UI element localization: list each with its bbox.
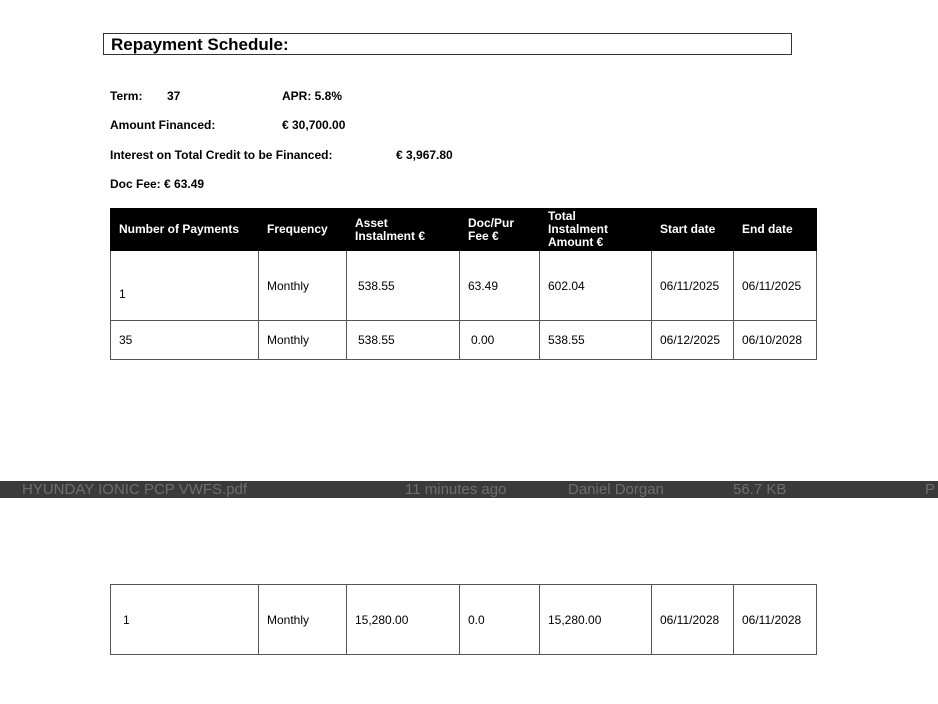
header-docfee bbox=[460, 209, 540, 251]
cell-frequency: Monthly bbox=[259, 251, 347, 321]
header-total-line3: Amount € bbox=[548, 235, 604, 249]
cell-start: 06/12/2025 bbox=[652, 321, 734, 360]
schedule-title-box bbox=[103, 33, 792, 55]
table-row bbox=[111, 585, 817, 655]
cell-docfee: 0.00 bbox=[460, 321, 540, 360]
header-start: Start date bbox=[652, 209, 734, 251]
header-asset-line1: Asset bbox=[355, 215, 388, 230]
apr-text: APR: 5.8% bbox=[282, 89, 343, 103]
amount-financed-value: € 30,700.00 bbox=[282, 118, 346, 132]
cell-start: 06/11/2028 bbox=[652, 585, 734, 655]
file-size: 56.7 KB bbox=[733, 481, 787, 498]
file-list-row[interactable] bbox=[0, 481, 938, 498]
header-docfee-line2: Fee € bbox=[468, 228, 499, 243]
cell-total: 538.55 bbox=[540, 321, 652, 360]
cell-end: 06/10/2028 bbox=[734, 321, 817, 360]
cell-end: 06/11/2028 bbox=[734, 585, 817, 655]
header-docfee-line1: Doc/Pur bbox=[468, 215, 515, 230]
term-label: Term: bbox=[110, 89, 143, 103]
header-asset-line2: Instalment € bbox=[355, 228, 426, 243]
interest-label: Interest on Total Credit to be Financed: bbox=[110, 148, 333, 162]
table-row bbox=[111, 251, 817, 321]
cell-asset: 15,280.00 bbox=[347, 585, 460, 655]
cell-docfee: 0.0 bbox=[460, 585, 540, 655]
table-row bbox=[111, 321, 817, 360]
cell-docfee: 63.49 bbox=[460, 251, 540, 321]
file-modified: 11 minutes ago bbox=[405, 481, 507, 498]
file-name[interactable]: HYUNDAY IONIC PCP VWFS.pdf bbox=[22, 481, 248, 498]
cell-start: 06/11/2025 bbox=[652, 251, 734, 321]
repayment-table bbox=[110, 208, 817, 360]
term-value: 37 bbox=[167, 89, 181, 103]
cell-payments: 35 bbox=[111, 321, 259, 360]
header-end: End date bbox=[734, 209, 817, 251]
header-total-line2: Instalment bbox=[548, 222, 609, 236]
page-title: Repayment Schedule: bbox=[111, 35, 289, 54]
header-total-line1: Total bbox=[548, 209, 576, 223]
cell-frequency: Monthly bbox=[259, 585, 347, 655]
cell-total: 15,280.00 bbox=[540, 585, 652, 655]
cell-total: 602.04 bbox=[540, 251, 652, 321]
final-payment-table bbox=[110, 584, 817, 655]
file-owner: Daniel Dorgan bbox=[568, 481, 664, 498]
amount-financed-label: Amount Financed: bbox=[110, 118, 216, 132]
interest-value: € 3,967.80 bbox=[396, 148, 453, 162]
cell-frequency: Monthly bbox=[259, 321, 347, 360]
header-frequency: Frequency bbox=[259, 209, 347, 251]
file-edge-text: P bbox=[925, 481, 936, 498]
table-header-row bbox=[111, 209, 817, 251]
header-total bbox=[540, 209, 652, 251]
cell-asset: 538.55 bbox=[347, 321, 460, 360]
cell-end: 06/11/2025 bbox=[734, 251, 817, 321]
cell-payments: 1 bbox=[111, 585, 259, 655]
cell-payments: 1 bbox=[111, 251, 259, 321]
header-payments: Number of Payments bbox=[111, 209, 259, 251]
header-asset bbox=[347, 209, 460, 251]
doc-fee-text: Doc Fee: € 63.49 bbox=[110, 177, 205, 191]
cell-asset: 538.55 bbox=[347, 251, 460, 321]
